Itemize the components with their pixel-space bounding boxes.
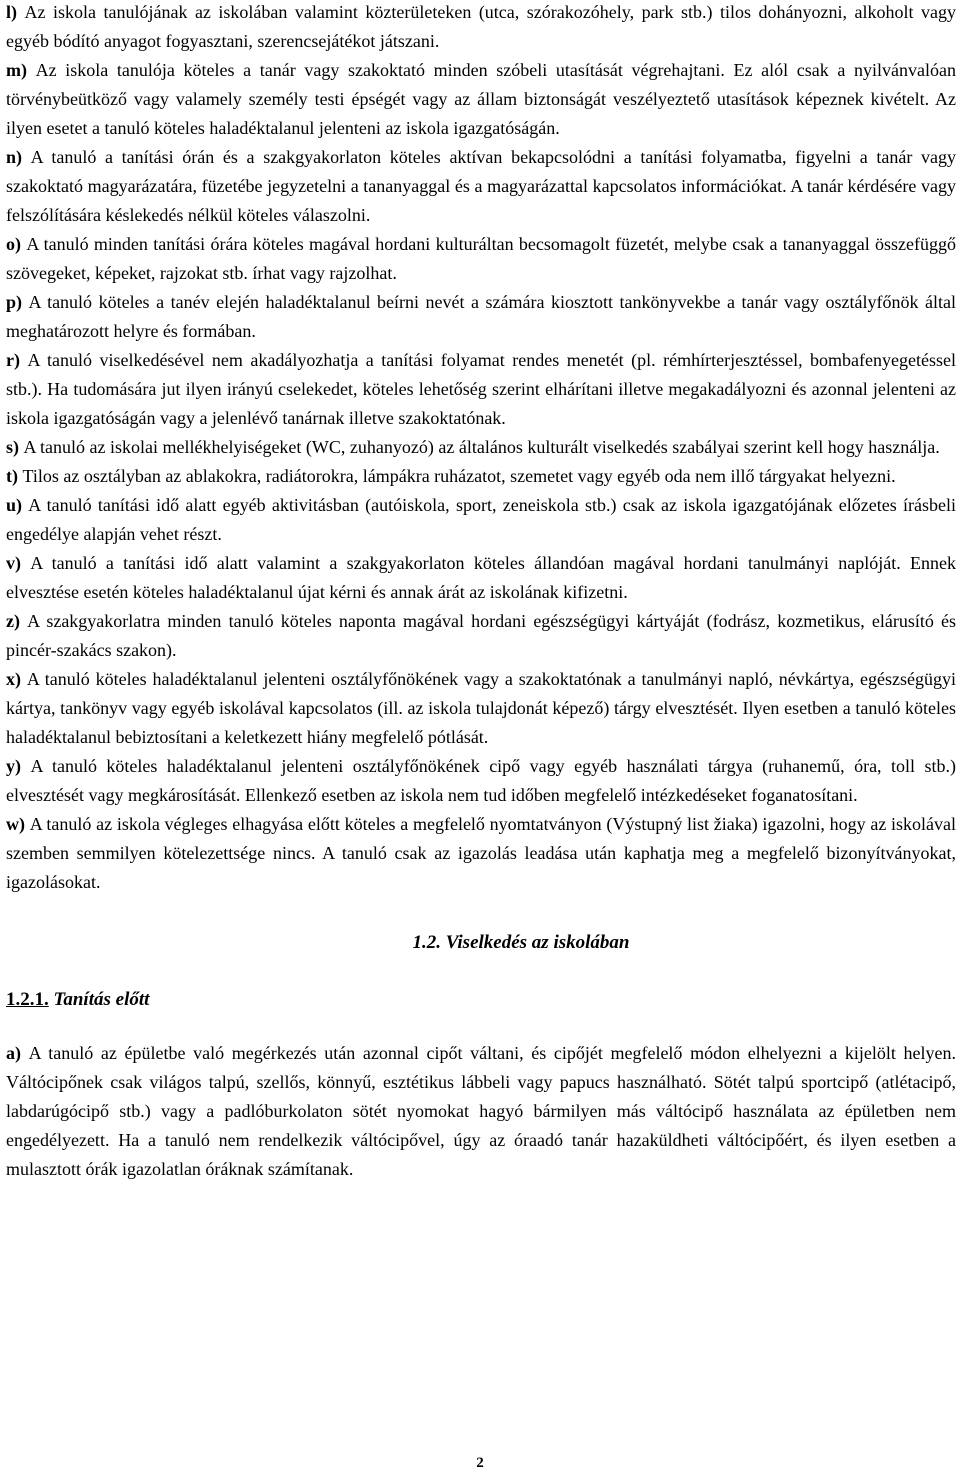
document-page <box>6 0 956 1184</box>
subsection-number: 1.2.1. <box>6 989 49 1010</box>
rule-text: Az iskola tanulójának az iskolában valamint közterületeken (utca, szórakozóhely, park stb.) tilos dohányozni, alkoholt vagy egyéb bódító anyagot fogyasztani, szerencsejátékot játszani. <box>6 2 957 51</box>
rule-text: Az iskola tanulója köteles a tanár vagy szakoktató minden szóbeli utasítását végrehajtani. Ez alól csak a nyilvánvalóan törvénybeütköző vagy valamely személy testi épségét vagy az állam biztonságát veszélyeztető utasítások képeznek kivételt. Az ilyen esetet a tanuló köteles haladéktalanul jelenteni az iskola igazgatóságán. <box>6 60 956 138</box>
rule-label: v) <box>6 553 21 573</box>
rule-s <box>6 433 956 462</box>
rule-label: n) <box>6 147 23 167</box>
rules-list <box>6 0 956 897</box>
rule-t <box>6 462 956 491</box>
rule-text: A tanuló a tanítási órán és a szakgyakorlaton köteles aktívan bekapcsolódni a tanítási folyamatba, figyelni a tanár vagy szakoktató magyarázatára, füzetébe jegyzetelni a tananyaggal és a magyarázattal kapcsolatos információkat. A tanár kérdésére vagy felszólítására késlekedés nélkül köteles válaszolni. <box>6 147 957 225</box>
rule-x <box>6 665 956 752</box>
rule-label: t) <box>6 466 18 486</box>
rule-m <box>6 56 956 143</box>
rule-text: A tanuló viselkedésével nem akadályozhatja a tanítási folyamat rendes menetét (pl. rémhírterjesztéssel, bombafenyegetéssel stb.). Ha tudomására jut ilyen irányú cselekedet, köteles lehetőség szerint elhárítani illetve megakadályozni és azonnal jelenteni az iskola igazgatóságán vagy a jelenlévő tanárnak illetve szakoktatónak. <box>6 350 957 428</box>
rule-u <box>6 491 956 549</box>
rule-label: o) <box>6 234 21 254</box>
rule-text: A tanuló köteles haladéktalanul jelenteni osztályfőnökének vagy a szakoktatónak a tanulmányi napló, névkártya, egészségügyi kártya, tankönyv vagy egyéb iskolával kapcsolatos (ill. az iskola tulajdonát képező) tárgy elvesztését. Ilyen esetben a tanuló köteles haladéktalanul bebiztosítani a keletkezett hiány megfelelő pótlását. <box>6 669 957 747</box>
rule-y <box>6 752 956 810</box>
rule-label: m) <box>6 60 27 80</box>
section-title: 1.2. Viselkedés az iskolában <box>412 932 630 953</box>
rule-n <box>6 143 956 230</box>
rule-text: A tanuló az iskolai mellékhelyiségeket (WC, zuhanyozó) az általános kulturált viselkedés szabályai szerint kell hogy használja. <box>23 437 940 457</box>
rule-text: A tanuló minden tanítási órára köteles magával hordani kulturáltan becsomagolt füzetét, melybe csak a tananyaggal összefüggő szövegeket, képeket, rajzokat stb. írhat vagy rajzolhat. <box>6 234 957 283</box>
rule-label: x) <box>6 669 21 689</box>
rule-label: u) <box>6 495 23 515</box>
page-number: 2 <box>476 1455 484 1471</box>
rule-text: A tanuló tanítási idő alatt egyéb aktivitásban (autóiskola, sport, zeneiskola stb.) csak az iskola igazgatójának előzetes írásbeli engedélye alapján vehet részt. <box>6 495 956 544</box>
rule-r <box>6 346 956 433</box>
rule-label: w) <box>6 814 25 834</box>
rule-text: Tilos az osztályban az ablakokra, radiátorokra, lámpákra ruházatot, szemetet vagy egyéb oda nem illő tárgyakat helyezni. <box>22 466 896 486</box>
subsection-title-text: Tanítás előtt <box>53 989 150 1010</box>
rule-label: z) <box>6 611 20 631</box>
rule-text: A tanuló köteles a tanév elején haladéktalanul beírni nevét a számára kiosztott tankönyvekbe a tanár vagy osztályfőnök által meghatározott helyre és formában. <box>6 292 957 341</box>
spacer <box>6 1014 956 1039</box>
rule-a <box>6 1039 956 1184</box>
rule-label: r) <box>6 350 20 370</box>
rule-z <box>6 607 956 665</box>
rule-w <box>6 810 956 897</box>
rule-label: s) <box>6 437 19 457</box>
rule-label: y) <box>6 756 21 776</box>
rule-text: A tanuló a tanítási idő alatt valamint a szakgyakorlaton köteles állandóan magával hordani tanulmányi naplóját. Ennek elvesztése esetén köteles haladéktalanul újat kérni és annak árát az iskolának kifizetni. <box>6 553 956 602</box>
rule-text: A tanuló az iskola végleges elhagyása előtt köteles a megfelelő nyomtatványon (Výstupný list žiaka) igazolni, hogy az iskolával szemben semmilyen kötelezettsége nincs. A tanuló csak az igazolás leadása után kaphatja meg a megfelelő bizonyítványokat, igazolásokat. <box>6 814 956 892</box>
rule-o <box>6 230 956 288</box>
rule-label: l) <box>6 2 17 22</box>
rule-p <box>6 288 956 346</box>
rule-text: A tanuló az épületbe való megérkezés után azonnal cipőt váltani, és cipőjét megfelelő módon elhelyezni a kijelölt helyen. Váltócipőnek csak világos talpú, szellős, könnyű, esztétikus lábbeli vagy papucs használható. Sötét talpú sportcipő (atlétacipő, labdarúgócipő stb.) vagy a padlóburkolaton sötét nyomokat hagyó bármilyen más váltócipő használata az épületben nem engedélyezett. Ha a tanuló nem rendelkezik váltócipővel, úgy az óraadó tanár hazaküldheti váltócipőért, és ilyen esetben a mulasztott órák igazolatlan óráknak számítanak. <box>6 1043 957 1179</box>
rule-label: p) <box>6 292 23 312</box>
rule-text: A szakgyakorlatra minden tanuló köteles naponta magával hordani egészségügyi kártyáját (fodrász, kozmetikus, elárusító és pincér-szakács szakon). <box>6 611 956 660</box>
rule-text: A tanuló köteles haladéktalanul jelenteni osztályfőnökének cipő vagy egyéb használati tárgya (ruhanemű, óra, toll stb.) elvesztését vagy megkárosítását. Ellenkező esetben az iskola nem tud időben megfelelő intézkedéseket foganatosítani. <box>6 756 957 805</box>
rule-label: a) <box>6 1043 21 1063</box>
rule-v <box>6 549 956 607</box>
subsection-title <box>6 985 956 1014</box>
rule-l <box>6 0 956 56</box>
